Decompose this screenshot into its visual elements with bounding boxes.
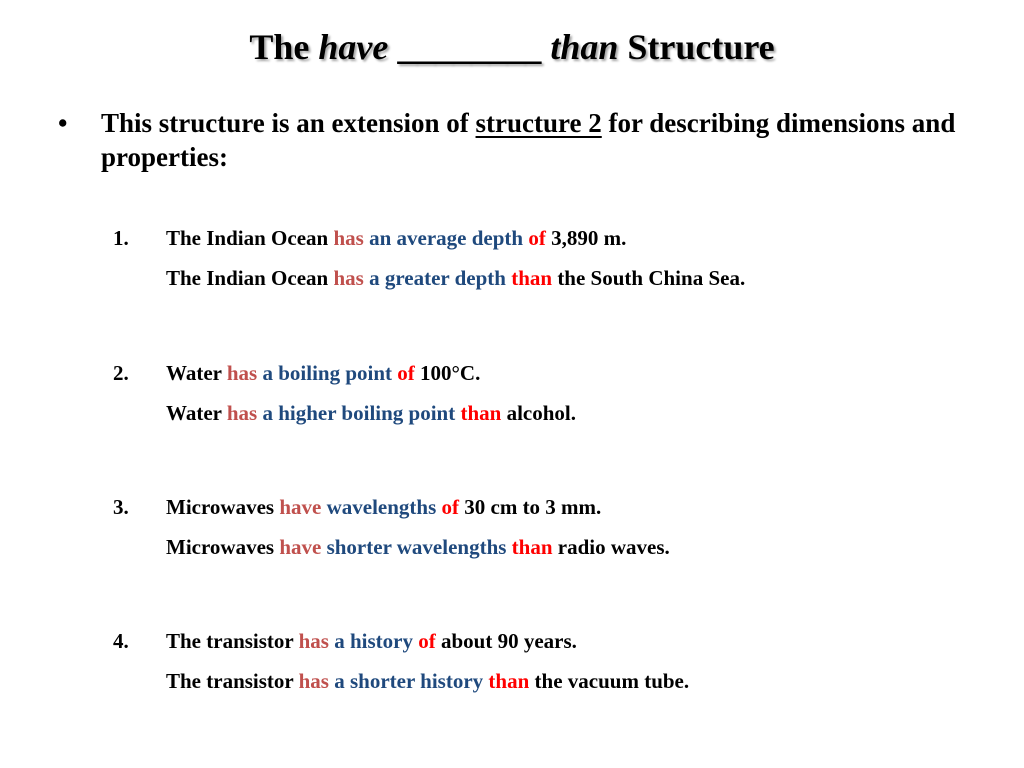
title-word-than: than: [550, 27, 619, 67]
sentence-verb: has: [298, 669, 329, 693]
sentence-verb: has: [298, 629, 329, 653]
sentence-subject: Microwaves: [166, 535, 275, 559]
example-sentence-of: [166, 218, 993, 258]
example-2: [113, 353, 993, 433]
title-word-structure: Structure: [627, 27, 775, 67]
sentence-rest: the South China Sea.: [557, 266, 746, 290]
title-blank: ________: [397, 27, 542, 67]
structure-2-link[interactable]: structure 2: [475, 108, 602, 138]
sentence-rest: the vacuum tube.: [534, 669, 690, 693]
example-sentence-than: [166, 393, 993, 433]
sentence-preposition: of: [397, 361, 415, 385]
sentence-rest: alcohol.: [506, 401, 577, 425]
sentence-noun-phrase: a boiling point: [262, 361, 393, 385]
sentence-preposition: than: [511, 266, 553, 290]
title-word-the: The: [249, 27, 310, 67]
sentence-subject: The transistor: [166, 669, 294, 693]
sentence-subject: Water: [166, 401, 222, 425]
example-number: 4.: [113, 629, 129, 653]
sentence-subject: Microwaves: [166, 495, 275, 519]
example-lines: [166, 487, 993, 567]
sentence-verb: has: [226, 401, 258, 425]
example-4: [113, 621, 993, 701]
sentence-preposition: than: [460, 401, 502, 425]
example-lines: [166, 353, 993, 433]
bullet-dot-icon: •: [58, 108, 68, 138]
intro-text: [101, 106, 958, 174]
sentence-rest: radio waves.: [557, 535, 670, 559]
example-lines: [166, 218, 993, 298]
example-sentence-than: [166, 527, 993, 567]
sentence-noun-phrase: an average depth: [369, 226, 524, 250]
sentence-verb: have: [279, 535, 322, 559]
sentence-noun-phrase: a higher boiling point: [262, 401, 456, 425]
sentence-noun-phrase: a shorter history: [334, 669, 484, 693]
intro-text-after: for describing dimensions and properties:: [101, 108, 956, 172]
intro-text-before: This structure is an extension of: [101, 108, 469, 138]
sentence-rest: 100°C.: [420, 361, 481, 385]
sentence-subject: The Indian Ocean: [166, 226, 329, 250]
title-word-have: have: [318, 27, 389, 67]
example-1: [113, 218, 993, 298]
example-sentence-than: [166, 258, 993, 298]
intro-bullet-point: [58, 106, 958, 174]
example-3: [113, 487, 993, 567]
sentence-preposition: of: [441, 495, 459, 519]
example-number: 3.: [113, 495, 129, 519]
sentence-preposition: of: [418, 629, 436, 653]
sentence-verb: has: [226, 361, 258, 385]
sentence-noun-phrase: a greater depth: [369, 266, 506, 290]
sentence-noun-phrase: wavelengths: [326, 495, 437, 519]
example-sentence-of: [166, 353, 993, 393]
sentence-verb: has: [333, 226, 364, 250]
sentence-noun-phrase: shorter wavelengths: [326, 535, 507, 559]
example-number: 2.: [113, 361, 129, 385]
sentence-rest: 3,890 m.: [551, 226, 627, 250]
sentence-rest: 30 cm to 3 mm.: [464, 495, 602, 519]
sentence-preposition: than: [488, 669, 530, 693]
sentence-subject: The Indian Ocean: [166, 266, 329, 290]
example-sentence-than: [166, 661, 993, 701]
slide-title: [0, 26, 1024, 69]
sentence-preposition: of: [528, 226, 546, 250]
sentence-rest: about 90 years.: [440, 629, 577, 653]
sentence-verb: has: [333, 266, 364, 290]
example-sentence-of: [166, 621, 993, 661]
example-lines: [166, 621, 993, 701]
sentence-noun-phrase: a history: [334, 629, 413, 653]
example-number: 1.: [113, 226, 129, 250]
sentence-subject: The transistor: [166, 629, 294, 653]
sentence-subject: Water: [166, 361, 222, 385]
sentence-verb: have: [279, 495, 322, 519]
example-sentence-of: [166, 487, 993, 527]
sentence-preposition: than: [511, 535, 553, 559]
